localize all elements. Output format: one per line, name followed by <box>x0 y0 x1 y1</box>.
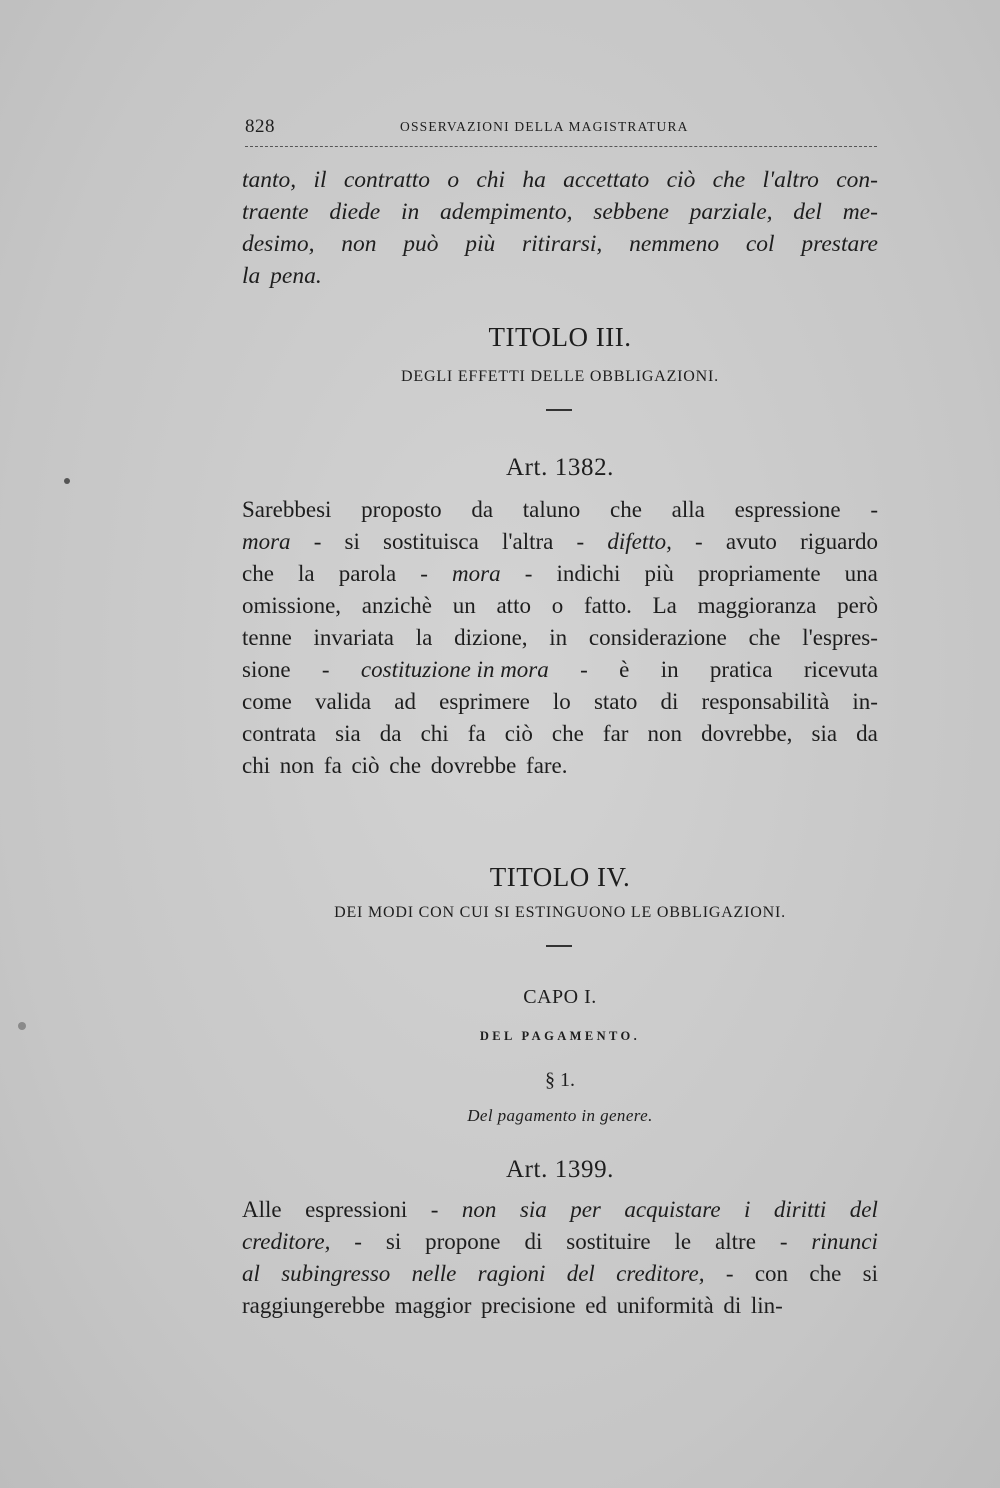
word: - <box>524 561 533 586</box>
word: sia <box>335 721 361 746</box>
word: omissione, <box>242 593 342 618</box>
word: nemmeno <box>629 231 720 257</box>
text-line <box>242 1194 878 1226</box>
word: pena. <box>270 263 322 289</box>
word: del <box>849 1197 878 1222</box>
word: riguardo <box>800 529 878 554</box>
word: - <box>580 657 588 682</box>
text-line <box>242 590 878 622</box>
art-1399-heading: Art. 1399. <box>505 1156 615 1183</box>
word: chi <box>476 167 506 193</box>
word: ciò <box>351 753 380 778</box>
word: le <box>674 1229 692 1254</box>
word: uniformità <box>616 1293 714 1318</box>
word: costituzione in mora <box>360 657 549 682</box>
word: adempimento, <box>439 199 573 225</box>
word: come <box>242 689 292 714</box>
word: Alle <box>242 1197 282 1222</box>
word: diede <box>329 199 381 225</box>
word: traente <box>242 199 309 225</box>
word: desimo, <box>242 231 315 257</box>
word: - <box>725 1261 734 1286</box>
word: lin- <box>750 1293 783 1318</box>
word: sia <box>519 1197 547 1222</box>
word: propone <box>425 1229 501 1254</box>
word: fa <box>467 721 486 746</box>
word: o <box>551 593 564 618</box>
word: creditore, <box>616 1261 705 1286</box>
word: ricevuta <box>803 657 878 682</box>
word: prestare <box>801 231 878 257</box>
word: valida <box>314 689 372 714</box>
word: che <box>712 167 746 193</box>
word: non <box>341 231 377 257</box>
word: non <box>461 1197 497 1222</box>
word: in <box>400 199 420 225</box>
titolo-4-title: TITOLO IV. <box>489 862 631 892</box>
titolo-3-subtitle: DEGLI EFFETTI DELLE OBBLIGAZIONI. <box>401 368 719 385</box>
word: si <box>385 1229 402 1254</box>
titolo-4-subtitle: DEI MODI CON CUI SI ESTINGUONO LE OBBLIGAZIONI. <box>334 904 786 921</box>
capo-1-title: CAPO I. <box>523 986 597 1008</box>
text-line <box>242 718 878 750</box>
word: del <box>793 199 822 225</box>
word: o <box>447 167 460 193</box>
word: può <box>403 231 439 257</box>
text-line <box>242 164 878 196</box>
word: rinunci <box>811 1229 878 1254</box>
word: sostituire <box>566 1229 651 1254</box>
word: - <box>354 1229 362 1254</box>
scan-speck <box>18 1022 26 1030</box>
word: fare. <box>526 753 568 778</box>
word: - <box>576 529 585 554</box>
word: proposto <box>361 497 442 522</box>
text-line <box>242 686 878 718</box>
word: in <box>660 657 679 682</box>
word: creditore, <box>242 1229 331 1254</box>
word: l'espres- <box>802 625 878 650</box>
word: che <box>748 625 781 650</box>
word: acquistare <box>624 1197 721 1222</box>
word: il <box>313 167 327 193</box>
word: alla <box>671 497 705 522</box>
word: fa <box>323 753 342 778</box>
word: indichi <box>556 561 621 586</box>
word: con <box>754 1261 789 1286</box>
word: dizione, <box>454 625 528 650</box>
word: più <box>465 231 496 257</box>
word: propriamente <box>697 561 821 586</box>
word: in <box>549 625 568 650</box>
word: un <box>452 593 476 618</box>
text-line <box>242 750 878 782</box>
word: però <box>837 593 878 618</box>
word: tanto, <box>242 167 297 193</box>
word: di <box>723 1293 742 1318</box>
word: da <box>379 721 402 746</box>
word: mora <box>452 561 501 586</box>
word: chi <box>242 753 271 778</box>
word: sione <box>242 657 291 682</box>
word: ad <box>394 689 416 714</box>
word: parola <box>338 561 397 586</box>
word: con- <box>836 167 878 193</box>
word: esprimere <box>439 689 530 714</box>
word: si <box>344 529 360 554</box>
text-line <box>242 526 878 558</box>
word: che <box>809 1261 842 1286</box>
word: Sarebbesi <box>242 497 332 522</box>
word: dovrebbe <box>430 753 517 778</box>
word: far <box>602 721 629 746</box>
word: pratica <box>709 657 773 682</box>
word: diritti <box>773 1197 827 1222</box>
word: lo <box>552 689 571 714</box>
art-1382-heading: Art. 1382. <box>505 454 615 481</box>
word: in- <box>852 689 878 714</box>
word: che <box>389 753 422 778</box>
text-line <box>242 1290 878 1322</box>
section-title: Del pagamento in genere. <box>467 1106 653 1125</box>
page-header <box>245 116 877 147</box>
word: sia <box>811 721 838 746</box>
word: chi <box>420 721 449 746</box>
art-1399-paragraph <box>242 1194 878 1322</box>
word: altre <box>715 1229 756 1254</box>
text-line <box>242 622 878 654</box>
word: dovrebbe, <box>701 721 793 746</box>
word: mora <box>242 529 291 554</box>
word: - <box>870 497 878 522</box>
word: espressioni <box>305 1197 408 1222</box>
text-line <box>242 260 878 292</box>
word: anzichè <box>361 593 432 618</box>
word: non <box>647 721 683 746</box>
word: avuto <box>725 529 777 554</box>
word: la <box>298 561 315 586</box>
word: è <box>619 657 630 682</box>
word: col <box>745 231 775 257</box>
word: contrata <box>242 721 317 746</box>
word: che <box>242 561 274 586</box>
word: responsabilità <box>701 689 830 714</box>
word: una <box>844 561 878 586</box>
word: - <box>321 657 330 682</box>
word: la <box>242 263 261 289</box>
word: maggioranza <box>697 593 817 618</box>
word: subingresso <box>281 1261 391 1286</box>
word: al <box>242 1261 260 1286</box>
word: ciò <box>666 167 696 193</box>
word: che <box>551 721 584 746</box>
text-line <box>242 228 878 260</box>
word: per <box>570 1197 601 1222</box>
word: me- <box>842 199 878 225</box>
running-head: OSSERVAZIONI DELLA MAGISTRATURA <box>400 119 689 134</box>
word: sebbene <box>593 199 669 225</box>
text-line <box>242 494 878 526</box>
word: non <box>279 753 315 778</box>
word: da <box>471 497 494 522</box>
text-line <box>242 1226 878 1258</box>
word: - <box>695 529 703 554</box>
word: più <box>644 561 674 586</box>
titolo-3-dash <box>546 409 572 411</box>
word: di <box>660 689 679 714</box>
word: tenne <box>242 625 292 650</box>
word: - <box>420 561 428 586</box>
word: accettato <box>563 167 650 193</box>
word: di <box>524 1229 543 1254</box>
word: ritirarsi, <box>521 231 603 257</box>
word: da <box>856 721 878 746</box>
text-line <box>242 558 878 590</box>
word: sostituisca <box>383 529 479 554</box>
scan-speck <box>64 478 70 484</box>
word: precisione <box>481 1293 576 1318</box>
word: la <box>415 625 433 650</box>
word: considerazione <box>588 625 727 650</box>
word: fatto. <box>583 593 632 618</box>
word: nelle <box>411 1261 457 1286</box>
continuation-paragraph <box>242 164 878 292</box>
word: invariata <box>313 625 395 650</box>
word: si <box>862 1261 878 1286</box>
word: - <box>313 529 322 554</box>
word: l'altra <box>501 529 554 554</box>
word: atto <box>496 593 531 618</box>
capo-1-subtitle: DEL PAGAMENTO. <box>479 1029 641 1043</box>
word: del <box>566 1261 595 1286</box>
word: stato <box>593 689 638 714</box>
page-number: 828 <box>245 116 275 137</box>
art-1382-paragraph <box>242 494 878 782</box>
word: - <box>779 1229 788 1254</box>
word: taluno <box>522 497 581 522</box>
word: - <box>430 1197 439 1222</box>
text-line <box>242 1258 878 1290</box>
text-line <box>242 196 878 228</box>
word: ciò <box>504 721 533 746</box>
word: contratto <box>343 167 431 193</box>
word: raggiungerebbe <box>242 1293 386 1318</box>
word: l'altro <box>762 167 819 193</box>
word: ragioni <box>477 1261 546 1286</box>
word: maggior <box>394 1293 472 1318</box>
section-sign: § 1. <box>545 1069 575 1091</box>
word: ed <box>585 1293 607 1318</box>
text-line <box>242 654 878 686</box>
word: parziale, <box>689 199 773 225</box>
word: ha <box>522 167 546 193</box>
word: La <box>652 593 677 618</box>
titolo-4-dash <box>546 945 572 947</box>
word: i <box>744 1197 751 1222</box>
titolo-3-title: TITOLO III. <box>488 322 632 352</box>
word: difetto, <box>607 529 672 554</box>
word: espressione <box>734 497 841 522</box>
word: che <box>610 497 642 522</box>
